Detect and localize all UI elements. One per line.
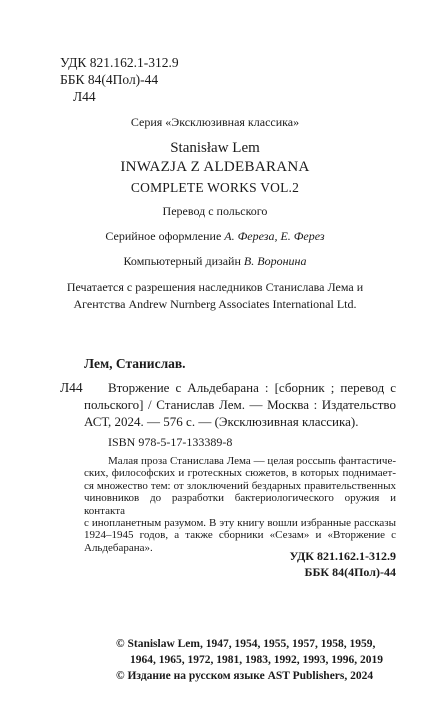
- annotation-line: с инопланетным разумом. В эту книгу вошли избранные рассказы: [84, 517, 396, 530]
- series-design-names: А. Фереза, Е. Ферез: [224, 229, 325, 243]
- series-name: Серия «Эксклюзивная классика»: [130, 115, 300, 129]
- annotation-line: Малая проза Станислава Лема — целая россыпь фантастиче-: [108, 455, 396, 467]
- isbn: ISBN 978-5-17-133389-8: [108, 435, 233, 449]
- annotation-line: ся множество тем: от злоключений бездарных правительственных: [84, 479, 396, 492]
- author-sign-top: Л44: [73, 89, 96, 104]
- annotation-line: 1924–1945 годов, а также сборники «Сезам» и «Вторжение с: [84, 529, 396, 542]
- copyright-line-1: © Stanislaw Lem, 1947, 1954, 1955, 1957, 1958, 1959,: [116, 638, 376, 650]
- annotation: [84, 455, 396, 554]
- series-design-credit: [0, 229, 430, 244]
- annotation-line: Альдебарана».: [84, 541, 153, 554]
- computer-design-label: Компьютерный дизайн: [123, 254, 244, 268]
- biblio-line-1: Вторжение с Альдебарана : [сборник ; перевод с: [108, 380, 396, 395]
- biblio-line-2: польского] / Станислав Лем. — Москва : Издательство: [84, 397, 396, 412]
- udk-code-top: УДК 821.162.1-312.9: [60, 55, 179, 70]
- author-original: Stanisław Lem: [170, 140, 260, 156]
- bbk-code-top: ББК 84(4Пол)-44: [60, 72, 159, 87]
- biblio-line-3: АСТ, 2024. — 576 с. — (Эксклюзивная классика).: [84, 414, 359, 429]
- bbk-code-bottom: ББК 84(4Пол)-44: [304, 565, 396, 579]
- copyright-line-3: © Издание на русском языке AST Publishers, 2024: [116, 670, 374, 682]
- copyright-line-2: 1964, 1965, 1972, 1981, 1983, 1992, 1993, 1996, 2019: [130, 654, 383, 666]
- translation-note: Перевод с польского: [162, 204, 268, 218]
- permission-line-1: Печатается с разрешения наследников Станислава Лема и: [66, 280, 364, 294]
- udk-code-bottom: УДК 821.162.1-312.9: [289, 549, 396, 563]
- title-original: INWAZJA Z ALDEBARANA: [120, 159, 310, 175]
- author-sign: Л44: [60, 380, 83, 395]
- annotation-line: ских, философских и гротескных сюжетов, в которых поднимает-: [84, 467, 396, 480]
- computer-design-credit: [0, 254, 430, 269]
- author-heading: Лем, Станислав.: [84, 356, 186, 371]
- computer-design-name: В. Воронина: [243, 254, 307, 268]
- subtitle-original: COMPLETE WORKS VOL.2: [130, 180, 300, 195]
- annotation-line: чиновников до разработки бактериологического оружия и контакта: [84, 492, 396, 517]
- permission-line-2: Агентства Andrew Nurnberg Associates International Ltd.: [73, 297, 357, 311]
- series-design-label: Серийное оформление: [105, 229, 225, 243]
